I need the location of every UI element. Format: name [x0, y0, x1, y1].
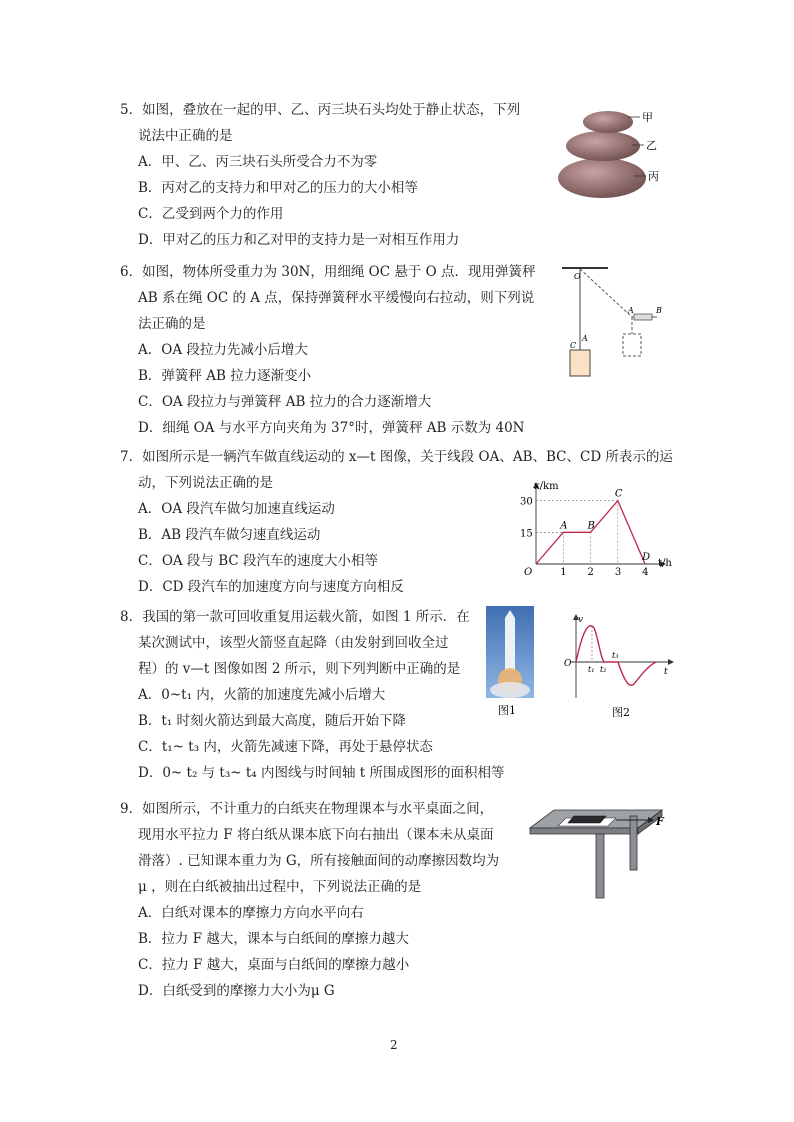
point-label-a: A [560, 520, 568, 532]
x-tick-label: 2 [587, 567, 594, 578]
question-stem-line: 滑落）. 已知课本重力为 G，所有接触面间的动摩擦因数均为 [138, 853, 500, 869]
v-axis-label: v [578, 615, 584, 625]
label-c: C [570, 341, 577, 350]
rocket-icon [505, 618, 515, 670]
x-axis-label: t/h [658, 558, 672, 569]
rocket-photo-figure [484, 606, 544, 718]
option-b: B．弹簧秤 AB 拉力逐渐变小 [138, 368, 312, 384]
label-b: B [656, 306, 662, 315]
point-label-d: D [642, 552, 651, 563]
weight-block [570, 350, 590, 376]
x-tick-label: 4 [642, 567, 649, 578]
book-on-desk-figure [520, 806, 680, 902]
point-label-b: B [587, 520, 595, 532]
desk-leg [630, 816, 637, 870]
x-tick-label: 1 [560, 567, 567, 578]
t-axis-label: t [664, 667, 668, 677]
question-stem-line: 法正确的是 [138, 316, 206, 332]
question-9 [120, 796, 499, 1004]
question-stem-line: 某次测试中，该型火箭竖直起降（由发射到回收全过 [138, 635, 449, 651]
question-stem-line: 8．我国的第一款可回收重复用运载火箭，如图 1 所示．在 [120, 609, 470, 625]
textbook [568, 816, 606, 823]
question-stem-line: 5．如图，叠放在一起的甲、乙、丙三块石头均处于静止状态，下列 [120, 102, 521, 118]
x-tick-label: 3 [614, 567, 622, 578]
option-d: D．白纸受到的摩擦力大小为μ G [138, 983, 335, 999]
stone-jia [583, 111, 633, 133]
question-stem-line: 程）的 v—t 图像如图 2 所示，则下列判断中正确的是 [138, 661, 461, 677]
stone-bing [558, 158, 646, 198]
label-bing: 丙 [648, 170, 659, 183]
stacked-stones-figure [548, 100, 668, 200]
spring-balance [634, 314, 652, 320]
question-stem-line: 说法中正确的是 [138, 128, 233, 144]
option-d: D．0~ t₂ 与 t₃~ t₄ 内图线与时间轴 t 所围成图形的面积相等 [138, 765, 505, 781]
option-b: B．拉力 F 越大，课本与白纸间的摩擦力越大 [138, 931, 409, 947]
spring-balance-figure [560, 262, 680, 387]
weight-block-displaced [623, 334, 641, 356]
option-b: B．t₁ 时刻火箭达到最大高度，随后开始下降 [138, 713, 407, 729]
y-tick-label: 30 [520, 496, 533, 508]
question-stem-line: 9．如图所示，不计重力的白纸夹在物理课本与水平桌面之间， [120, 801, 494, 817]
question-stem-line: 7．如图所示是一辆汽车做直线运动的 x—t 图像，关于线段 OA、AB、BC、CD 所表示的运 [120, 449, 673, 465]
question-8 [120, 604, 505, 786]
t2-label: t₂ [600, 665, 607, 674]
option-a: A．OA 段汽车做匀加速直线运动 [138, 501, 335, 517]
option-c: C．OA 段拉力与弹簧秤 AB 拉力的合力逐渐增大 [138, 394, 432, 410]
option-a: A．OA 段拉力先减小后增大 [138, 342, 308, 358]
point-label-c: C [614, 488, 623, 500]
option-a: A．0~t₁ 内，火箭的加速度先减小后增大 [138, 687, 386, 703]
question-stem-line: 6．如图，物体所受重力为 30N，用细绳 OC 悬于 O 点．现用弹簧秤 [120, 264, 536, 280]
option-c: C．乙受到两个力的作用 [138, 206, 284, 222]
option-d: D．细绳 OA 与水平方向夹角为 37°时，弹簧秤 AB 示数为 40N [138, 420, 525, 436]
option-b: B．AB 段汽车做匀速直线运动 [138, 527, 321, 543]
question-stem-line: 动，下列说法正确的是 [138, 475, 273, 491]
v-t-graph-figure [562, 612, 678, 724]
force-f-label: F [656, 815, 664, 828]
y-tick-label: 15 [520, 528, 533, 540]
question-stem-line: μ ，则在白纸被抽出过程中，下列说法正确的是 [138, 879, 422, 895]
t1-label: t₁ [588, 665, 595, 674]
option-b: B．丙对乙的支持力和甲对乙的压力的大小相等 [138, 180, 418, 196]
y-axis-label: x/km [534, 481, 559, 492]
label-a: A [582, 334, 588, 343]
question-5 [120, 97, 520, 253]
desk-leg [596, 834, 604, 898]
option-a: A．白纸对课本的摩擦力方向水平向右 [138, 905, 364, 921]
origin-label: O [524, 567, 533, 578]
question-6 [120, 259, 536, 441]
label-o: O [574, 272, 581, 281]
question-stem-line: AB 系在绳 OC 的 A 点，保持弹簧秤水平缓慢向右拉动，则下列说 [138, 290, 535, 306]
option-a: A．甲、乙、丙三块石头所受合力不为零 [138, 154, 378, 170]
origin-label: O [564, 659, 572, 669]
option-c: C．OA 段与 BC 段汽车的速度大小相等 [138, 553, 379, 569]
label-jia: 甲 [642, 111, 653, 124]
option-d: D．CD 段汽车的加速度方向与速度方向相反 [138, 579, 404, 595]
stone-yi [566, 131, 640, 161]
question-stem-line: 现用水平拉力 F 将白纸从课本底下向右抽出（课本未从桌面 [138, 827, 494, 843]
figure-2-caption: 图2 [612, 706, 630, 719]
label-a-displaced: A [628, 306, 634, 315]
page-number: 2 [390, 1038, 398, 1052]
rope-oa-displaced [580, 269, 632, 317]
option-c: C．t₁~ t₃ 内，火箭先减速下降，再处于悬停状态 [138, 739, 433, 755]
figure-1-caption: 图1 [498, 704, 516, 717]
x-t-chart [508, 478, 678, 578]
option-d: D．甲对乙的压力和乙对甲的支持力是一对相互作用力 [138, 232, 460, 248]
option-c: C．拉力 F 越大，桌面与白纸间的摩擦力越小 [138, 957, 410, 973]
t3-label: t₃ [612, 651, 619, 660]
label-yi: 乙 [646, 139, 657, 152]
